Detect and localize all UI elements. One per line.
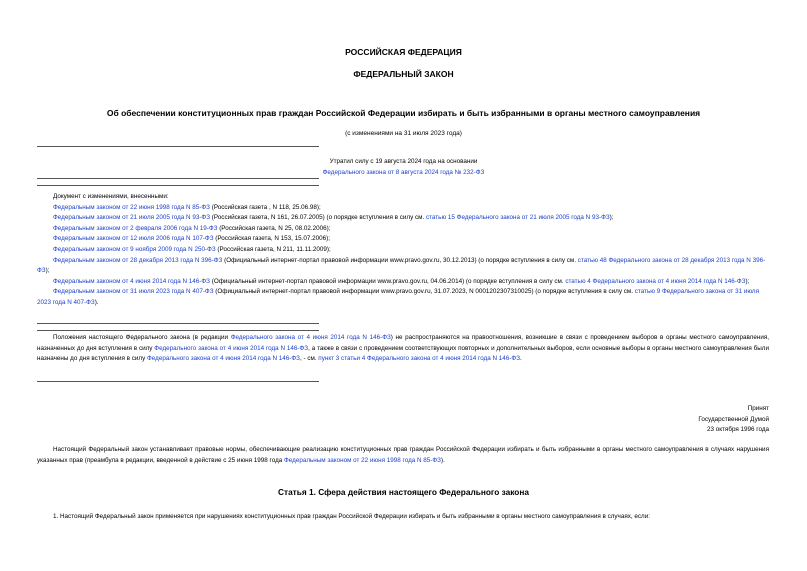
changes-list [37,192,769,309]
lost-force-notice [0,157,807,178]
divider [37,185,319,186]
amendment-source: (Официальный интернет-портал правовой информации www.pravo.gov.ru, 31.07.2023, N 0001202307310025) (о порядке вступления в силу см. [213,288,635,296]
list-item [37,234,769,245]
divider [37,146,319,147]
header-doc-type: ФЕДЕРАЛЬНЫЙ ЗАКОН [353,69,454,79]
amendment-source: (Российская газета, N 211, 11.11.2009); [215,245,331,253]
list-item [37,256,769,277]
note-text: Положения настоящего Федерального закона (в редакции [53,334,231,341]
accepted-by: Государственной Думой [698,415,769,423]
note-link[interactable]: Федерального закона от 4 июня 2014 года N 146-ФЗ [154,344,309,352]
amendment-source: (Российская газета, N 161, 26.07.2005) (о порядке вступления в силу см. [210,214,426,222]
list-item [37,245,769,256]
amendment-link[interactable]: Федеральным законом от 31 июля 2023 года N 407-ФЗ [53,288,214,296]
note-text: ) не распространяются на правоотношения, возникшие в связи с проведением выборов в органы местного самоуправления, назначенных до дня вступления в силу [37,334,769,352]
amendment-link[interactable]: Федеральным законом от 28 декабря 2013 года N 396-ФЗ [53,256,223,264]
amendment-link[interactable]: Федеральным законом от 9 ноября 2009 года N 250-ФЗ [53,245,216,253]
divider [37,323,319,324]
effective-date-link[interactable]: статью 4 Федерального закона от 4 июня 2014 года N 146-ФЗ [565,277,746,285]
note-link[interactable]: пункт 3 статьи 4 Федерального закона от 4 июня 2014 года N 146-ФЗ [318,355,520,363]
preamble-tail: ). [440,456,445,464]
divider [37,381,319,382]
amendment-source: (Российская газета, N 153, 15.07.2006); [213,235,331,243]
amendment-link[interactable]: Федеральным законом от 21 июля 2005 года N 93-ФЗ [53,214,211,222]
amendment-source: (Официальный интернет-портал правовой информации www.pravo.gov.ru, 30.12.2013) (о порядке вступления в силу см. [222,256,578,264]
amendment-tail: ); [45,267,50,275]
note-link[interactable]: Федерального закона от 4 июня 2014 года N 146-ФЗ [230,334,391,341]
header-country: РОССИЙСКАЯ ФЕДЕРАЦИЯ [345,47,462,57]
divider [37,330,319,331]
amendment-link[interactable]: Федеральным законом от 4 июня 2014 года N 146-ФЗ [53,277,210,285]
note-text: , - см. [299,355,319,363]
list-item [37,224,769,235]
document-title: Об обеспечении конституционных прав граждан Российской Федерации избирать и быть избранными в органы местного самоуправления [106,108,701,118]
list-item [37,277,769,288]
divider [37,178,319,179]
article-1-item-1: 1. Настоящий Федеральный закон применяется при нарушениях конституционных прав граждан Российской Федерации избирать и быть избранными в органы местного самоуправления в случаях, если: [53,513,650,521]
lost-force-text: Утратил силу с 19 августа 2024 года на основании [329,158,478,165]
effective-date-link[interactable]: статью 15 Федерального закона от 21 июля 2005 года N 93-ФЗ [425,214,610,222]
preamble-link[interactable]: Федеральным законом от 22 июня 1998 года N 85-ФЗ [284,456,441,464]
accepted-date: 23 октября 1996 года [706,426,769,434]
document-subtitle: (с изменениями на 31 июля 2023 года) [345,130,462,137]
amendment-tail: ); [609,214,614,222]
acceptance-block [569,404,769,436]
amendment-source: (Официальный интернет-портал правовой информации www.pravo.gov.ru, 04.06.2014) (о порядке вступления в силу см. [209,277,566,285]
applicability-note [37,333,769,365]
amendment-source: (Российская газета, N 25, 08.02.2006); [217,224,331,232]
changes-intro: Документ с изменениями, внесенными: [53,193,169,200]
amendment-link[interactable]: Федеральным законом от 12 июля 2006 года N 107-ФЗ [53,235,214,243]
amendment-tail: ). [94,298,99,306]
amendment-source: (Российская газета , N 118, 25.06.98); [209,203,321,211]
effective-date-link[interactable]: статью 9 Федерального закона от 31 июля 2023 года N 407-ФЗ [37,288,760,306]
amendment-link[interactable]: Федеральным законом от 2 февраля 2006 года N 19-ФЗ [53,224,218,232]
note-text: . [520,355,522,363]
list-item [37,287,769,308]
note-link[interactable]: Федерального закона от 4 июня 2014 года N 146-ФЗ [147,355,300,363]
note-text: , а также в связи с проведением соответствующих повторных и дополнительных выборов, если основные выборы в органы местного самоуправления были назначены до дня вступления в силу [37,344,770,363]
list-item [37,203,769,214]
effective-date-link[interactable]: статью 48 Федерального закона от 28 декабря 2013 года N 396-ФЗ [37,256,766,275]
preamble [37,445,769,466]
preamble-text: Настоящий Федеральный закон устанавливает правовые нормы, обеспечивающие реализацию конституционных прав граждан Российской Федерации избирать и быть избранными в органы местного самоуправления в случаях нарушения указанных прав (преамбула в редакции, введенной в действие с 25 июня 1998 года [37,446,769,464]
lost-force-link[interactable]: Федерального закона от 8 августа 2024 года № 232-ФЗ [322,168,485,176]
amendment-link[interactable]: Федеральным законом от 22 июня 1998 года N 85-ФЗ [53,203,210,211]
list-item [37,213,769,224]
accepted-label: Принят [747,405,769,412]
article-1-title: Статья 1. Сфера действия настоящего Федерального закона [278,487,529,497]
article-1-text [37,506,769,529]
amendment-tail: ); [745,277,750,285]
